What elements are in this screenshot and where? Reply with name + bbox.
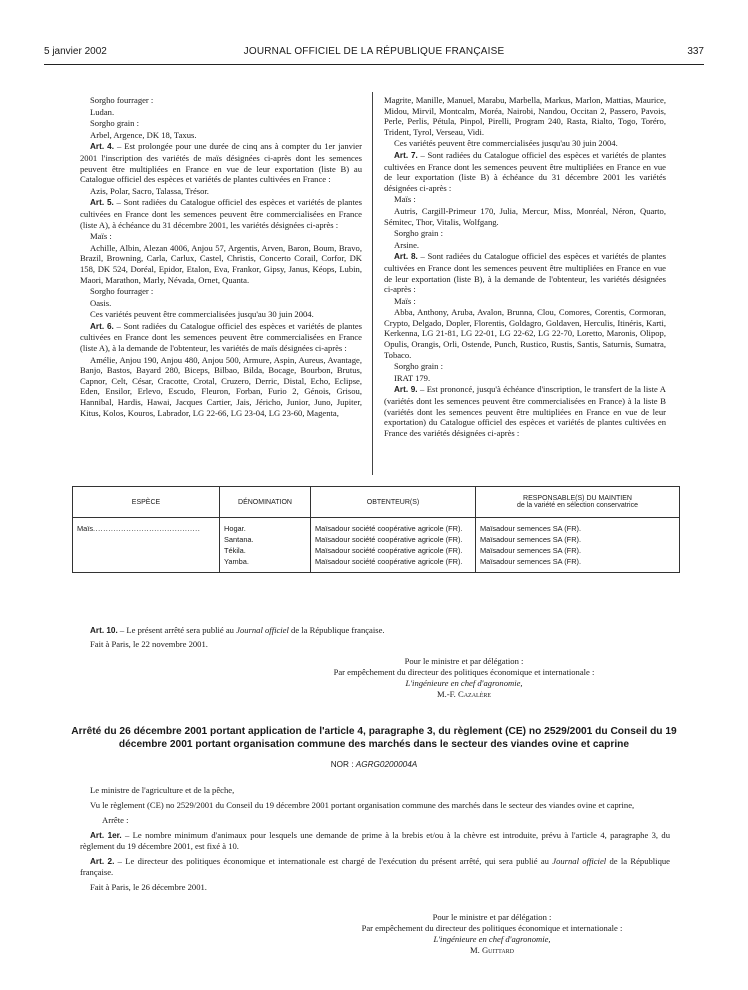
article-text: – Le directeur des politiques économique et internationale est chargé de l'exécution du présent arrêté, qui sera publié au xyxy=(114,856,553,866)
page-number: 337 xyxy=(687,46,704,57)
article-label: Art. 7. xyxy=(394,150,418,160)
closing-section xyxy=(80,625,670,653)
table-header-row xyxy=(73,487,680,518)
paragraph: Sorgho grain : xyxy=(90,118,140,129)
article-text-end: de la République française. xyxy=(80,856,670,877)
article-text: – Est prolongée pour une durée de cinq ans à compter du 1er janvier 2001 l'inscription des variétés de maïs désignées ci-après dont les semences peuvent être multipliées en France en vue de leur exportation (liste B) au Catalogue officiel des espèces et variétés de plantes cultivées en France : xyxy=(80,141,362,185)
obtenteur-cell: Maïsadour société coopérative agricole (FR). xyxy=(311,545,476,556)
signing-place-date: Fait à Paris, le 22 novembre 2001. xyxy=(90,639,208,649)
signing-place-date: Fait à Paris, le 26 décembre 2001. xyxy=(90,882,207,892)
espece-cell xyxy=(73,518,220,535)
paragraph: Ludan. xyxy=(90,106,115,117)
column-divider xyxy=(372,92,373,475)
paragraph: Arrête : xyxy=(102,815,129,825)
signature-line: Par empêchement du directeur des politiques économique et internationale : xyxy=(361,923,623,933)
article-label: Art. 2. xyxy=(90,857,115,866)
page-header xyxy=(44,46,704,60)
denomination-cell: Hogar. xyxy=(220,518,311,535)
article-text-end: de la République française. xyxy=(288,625,385,635)
article-6 xyxy=(80,321,362,354)
paragraph: Sorgho fourrager : xyxy=(90,95,154,105)
header-espece: ESPÈCE xyxy=(73,487,220,518)
paragraph: Vu le règlement (CE) no 2529/2001 du Conseil du 19 décembre 2001 portant organisation commune des marchés dans le secteur des viandes ovine et caprine, xyxy=(90,800,635,810)
article-9 xyxy=(384,384,666,438)
article-text: – Est prononcé, jusqu'à échéance d'inscription, le transfert de la liste A (variétés dont les semences peuvent être commercialisées en France) à la liste B (variétés dont les semences peuvent être multipliées en France en vue de leur exportation) du Catalogue officiel des espèces et variétés de plantes cultivées en France des variétés désignées ci-après : xyxy=(384,384,666,438)
denomination-cell: Santana. xyxy=(220,534,311,545)
article-label: Art. 10. xyxy=(90,626,118,635)
signatory xyxy=(292,945,692,956)
signatory-initials: M.-F. xyxy=(436,689,458,699)
responsable-cell: Maïsadour semences SA (FR). xyxy=(476,518,680,535)
article-label: Art. 5. xyxy=(90,198,114,208)
paragraph: Autris, Cargill-Primeur 170, Julia, Mercur, Miss, Monréal, Néron, Quarto, Sémitec, Thor, Vitalis, Wolfgang. xyxy=(384,205,666,227)
leader-dots: .......................................... xyxy=(93,524,201,533)
paragraph: Arsine. xyxy=(394,239,420,250)
article-2 xyxy=(80,856,670,878)
signatory-name: Guittard xyxy=(481,945,514,955)
decree-body xyxy=(80,785,670,897)
paragraph: Amélie, Anjou 190, Anjou 480, Anjou 500, Armure, Aspin, Aureus, Avantage, Banjo, Bastos, Bayard 280, Biceps, Bilbao, Bilda, Bocage, Bourbon, Brutus, Capnor, Celt, César, Cracotte, Crotal, Cruzero, Derric, Distal, Echo, Eclipse, Eden, Ensilor, Erlevo, Escudo, Fleuron, Forban, Furio 2, Génois, Grisou, Hannibal, Hardis, Hawai, Jacques Cartier, Jais, Jéricho, Junior, Juno, Jupiter, Kitus, Kolos, Kouros, Labrador, LG 22-66, LG 23-04, LG 23-60, Magenta, xyxy=(80,354,362,418)
article-label: Art. 8. xyxy=(394,252,418,262)
signature-line: Pour le ministre et par délégation : xyxy=(432,912,552,922)
espece-cell xyxy=(73,556,220,573)
header-rule xyxy=(44,64,704,65)
article-4 xyxy=(80,141,362,184)
signatory-initials: M. xyxy=(469,945,482,955)
header-responsables xyxy=(476,487,680,518)
obtenteur-cell: Maïsadour société coopérative agricole (FR). xyxy=(311,534,476,545)
denomination-cell: Tékila. xyxy=(220,545,311,556)
signature-title: L'ingénieure en chef d'agronomie, xyxy=(433,934,551,944)
article-text: – Sont radiées du Catalogue officiel des espèces et variétés de plantes cultivées en France dont les semences peuvent être multipliées en France en vue de leur exportation (liste B), à la demande de l'obtenteur, les variétés désignées ci-après : xyxy=(384,251,666,295)
paragraph: Maïs : xyxy=(394,295,416,306)
issue-date: 5 janvier 2002 xyxy=(44,46,107,57)
responsable-cell: Maïsadour semences SA (FR). xyxy=(476,545,680,556)
espece-cell xyxy=(73,545,220,556)
signature-title: L'ingénieure en chef d'agronomie, xyxy=(405,678,523,688)
paragraph: Arbel, Argence, DK 18, Taxus. xyxy=(90,129,197,140)
left-column xyxy=(80,95,362,419)
denomination-cell: Yamba. xyxy=(220,556,311,573)
paragraph: Azis, Polar, Sacro, Talassa, Trésor. xyxy=(90,185,209,196)
journal-title: JOURNAL OFFICIEL DE LA RÉPUBLIQUE FRANÇAISE xyxy=(243,46,505,57)
article-5 xyxy=(80,197,362,230)
paragraph: Ces variétés peuvent être commercialisées jusqu'au 30 juin 2004. xyxy=(90,309,314,320)
table-row xyxy=(73,534,680,545)
obtenteur-cell: Maïsadour société coopérative agricole (FR). xyxy=(311,518,476,535)
paragraph: Sorgho grain : xyxy=(394,228,444,239)
header-denomination: DÉNOMINATION xyxy=(220,487,311,518)
responsable-cell: Maïsadour semences SA (FR). xyxy=(476,556,680,573)
article-text: – Le nombre minimum d'animaux pour lesquels une demande de prime à la brebis et/ou à la chèvre est introduite, prévu à l'article 4, paragraphe 3, du règlement du 19 décembre 2001, est fixé à 10. xyxy=(80,830,670,851)
signature-line: Pour le ministre et par délégation : xyxy=(404,656,524,666)
header-responsables-line2: de la variété en sélection conservatrice xyxy=(516,502,638,509)
varieties-table xyxy=(72,486,680,573)
paragraph: Abba, Anthony, Aruba, Avalon, Brunna, Clou, Comores, Corentis, Cormoran, Crypto, Delgado, Dopler, Florentis, Goldagro, Goldaven, Herculis, Itinéris, Karti, Kerkenna, LG 21-81, LG 22-01, LG 22-62, LG 22-70, Loretto, Maronis, Olipop, Opulis, Orangis, Orli, Ostende, Punch, Rustico, Rustis, Santis, Saturnis, Sumatra, Tobaco. xyxy=(384,307,666,360)
article-label: Art. 6. xyxy=(90,321,114,331)
article-text: – Sont radiées du Catalogue officiel des espèces et variétés de plantes cultivées en France dont les semences peuvent être commercialisées en France (liste A), à la demande de l'obtenteur, les variétés de maïs désignées ci-après : xyxy=(80,320,362,354)
espece-cell xyxy=(73,534,220,545)
table-row xyxy=(73,518,680,535)
table-row xyxy=(73,556,680,573)
nor-reference xyxy=(0,760,748,769)
table-row xyxy=(73,545,680,556)
article-10 xyxy=(80,625,670,636)
article-text: – Sont radiées du Catalogue officiel des espèces et variétés de plantes cultivées en France dont les semences peuvent être multipliées en France en vue de leur exportation (liste B) à échéance du 31 décembre 2001 les variétés désignées ci-après : xyxy=(384,149,666,193)
paragraph: IRAT 179. xyxy=(394,372,431,383)
article-text: – Le présent arrêté sera publié au xyxy=(117,625,237,635)
decree-title: Arrêté du 26 décembre 2001 portant application de l'article 4, paragraphe 3, du règlement (CE) no 2529/2001 du Conseil du 19 décembre 2001 portant organisation commune des marchés dans le secteur des viandes ovine et caprine xyxy=(71,726,677,750)
obtenteur-cell: Maïsadour société coopérative agricole (FR). xyxy=(311,556,476,573)
article-label: Art. 9. xyxy=(394,385,418,395)
paragraph: Ces variétés peuvent être commercialisées jusqu'au 30 juin 2004. xyxy=(394,138,618,149)
paragraph: Magrite, Manille, Manuel, Marabu, Marbella, Markus, Marlon, Mattias, Maurice, Midou, Mirvil, Montcalm, Moréa, Nairobi, Nandou, Occitan 2, Passero, Pavois, Perle, Perlis, Pétula, Pinpol, Pirelli, Program 240, Rasta, Rialto, Togo, Toréro, Trident, Tyrol, Verseau, Vidi. xyxy=(384,95,666,137)
paragraph: Sorgho fourrager : xyxy=(90,286,154,297)
journal-name: Journal officiel xyxy=(236,625,289,635)
paragraph: Maïs : xyxy=(394,194,416,205)
espece-value: Maïs xyxy=(77,524,94,533)
right-column xyxy=(384,95,666,439)
paragraph: Achille, Albin, Alezan 4006, Anjou 57, Argentis, Arven, Baron, Boum, Bravo, Brazil, Browning, Carla, Carlux, Castel, Christis, Concerto Corail, Corfor, DK 158, DK 524, Doréal, Epidor, Etalon, Eva, Frankor, Gipsy, Janus, Kéops, Lubin, Maori, Marathon, Marly, Névada, Ornet, Quanta. xyxy=(80,242,362,285)
article-1 xyxy=(80,830,670,852)
paragraph: Maïs : xyxy=(90,231,112,242)
nor-label: NOR : xyxy=(330,760,356,769)
article-8 xyxy=(384,251,666,294)
signature-block-2 xyxy=(292,912,692,956)
header-responsables-line1: RESPONSABLE(S) DU MAINTIEN xyxy=(523,495,632,502)
article-label: Art. 4. xyxy=(90,142,115,152)
article-7 xyxy=(384,150,666,193)
journal-name: Journal officiel xyxy=(552,856,607,866)
paragraph: Oasis. xyxy=(90,297,112,308)
header-obtenteurs: OBTENTEUR(S) xyxy=(311,487,476,518)
responsable-cell: Maïsadour semences SA (FR). xyxy=(476,534,680,545)
paragraph: Sorgho grain : xyxy=(394,361,444,372)
signatory-name: Cazalère xyxy=(457,689,492,699)
signatory xyxy=(264,689,664,700)
article-label: Art. 1er. xyxy=(90,831,122,840)
signature-line: Par empêchement du directeur des politiques économique et internationale : xyxy=(333,667,595,677)
nor-code: AGRG0200004A xyxy=(355,760,418,769)
signature-block-1 xyxy=(264,656,664,700)
paragraph: Le ministre de l'agriculture et de la pêche, xyxy=(90,785,235,795)
article-text: – Sont radiées du Catalogue officiel des espèces et variétés de plantes cultivées en France dont les semences peuvent être commercialisées en France (liste A), à échéance du 31 décembre 2001, les variétés désignées ci-après : xyxy=(80,197,362,230)
